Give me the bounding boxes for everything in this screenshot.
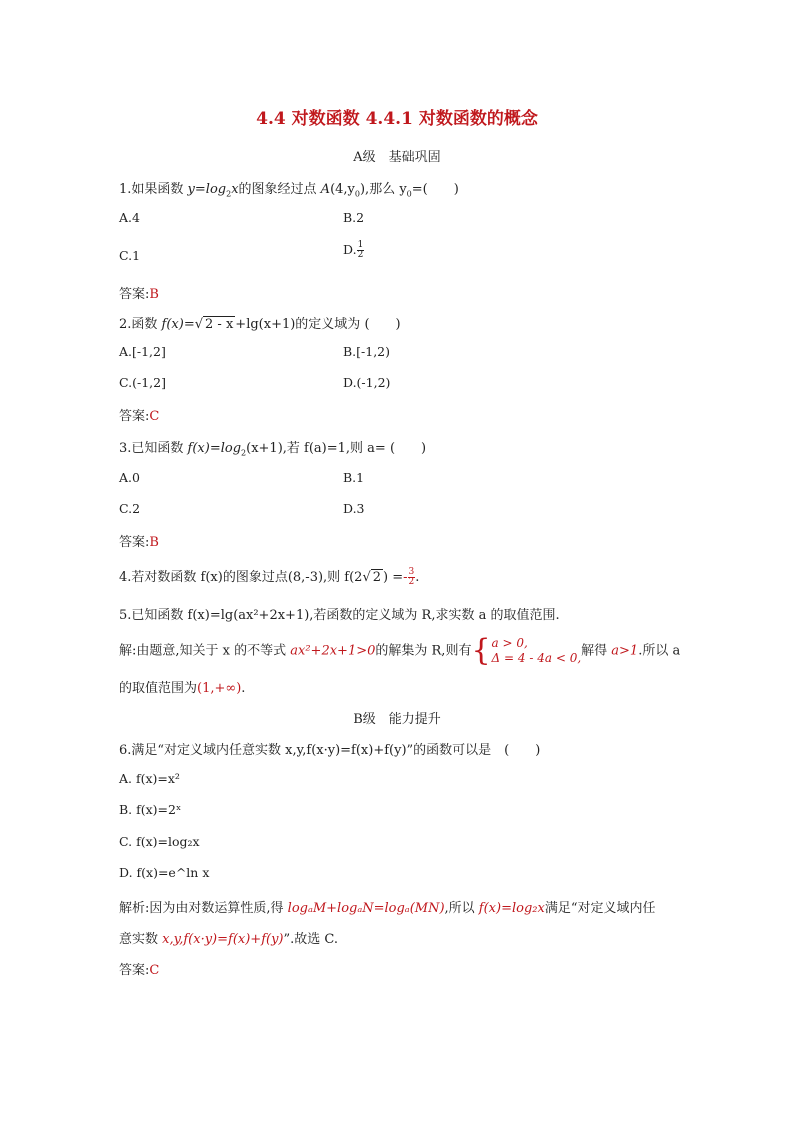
question-2: 2.函数 f(x)=√ 2 - x +lg(x+1)的定义域为 ( ) — [119, 317, 401, 332]
q6-option-a: A. f(x)=x² — [119, 771, 180, 786]
q3-option-d: D.3 — [343, 501, 365, 516]
q5-solution-line-1: 解:由题意,知关于 x 的不等式 ax²+2x+1>0的解集为 R,则有{ a > 0, Δ = 4 - 4a < 0, 解得 a>1.所以 a — [119, 633, 681, 668]
q3-option-b: B.1 — [343, 470, 365, 485]
q2-option-a: A.[-1,2] — [119, 344, 166, 359]
inequality-system: a > 0, Δ = 4 - 4a < 0, — [491, 636, 582, 665]
fraction: $\frac{1}{2}$ — [357, 240, 364, 260]
q6-answer: 答案:C — [119, 963, 160, 978]
q6-option-b: B. f(x)=2ˣ — [119, 802, 182, 817]
question-1: 1.如果函数 $y=\log_2x$的图象经过点 $A(4,y_0)$,那么 $y_0=$( ) — [119, 182, 459, 199]
q1-answer: 答案:B — [119, 287, 159, 302]
q3-option-c: C.2 — [119, 501, 141, 516]
q1-option-d: D. $\frac{1}{2}$ — [343, 240, 364, 260]
q6-analysis-line-2: 意实数 x,y,f(x·y)=f(x)+f(y)”.故选 C. — [119, 932, 339, 947]
q2-option-c: C.(-1,2] — [119, 375, 166, 390]
q1-option-b: B.2 — [343, 210, 365, 225]
q6-option-c: C. f(x)=log₂x — [119, 834, 200, 849]
q2-answer: 答案:C — [119, 409, 160, 424]
q2-option-d: D.(-1,2) — [343, 375, 391, 390]
q5-solution-line-2: 的取值范围为(1,+∞). — [119, 681, 246, 696]
q6-analysis-line-1: 解析:因为由对数运算性质,得 logₐM+logₐN=logₐ(MN),所以 f(x)=log₂x满足“对定义域内任 — [119, 901, 656, 916]
q2-option-b: B.[-1,2) — [343, 344, 391, 359]
question-6: 6.满足“对定义域内任意实数 x,y,f(x·y)=f(x)+f(y)”的函数可以是 ( ) — [119, 743, 541, 758]
q1-option-a: A.4 — [119, 210, 140, 225]
sqrt-sign: √ — [194, 317, 204, 332]
question-3: 3.已知函数 $f(x)=\log_2(x+1)$,若 f(a)=1,则 a= ( ) — [119, 441, 427, 458]
system-brace: { — [471, 633, 491, 668]
section-a-heading: A级 基础巩固 — [353, 150, 441, 165]
page-title: 4.4 对数函数 4.4.1 对数函数的概念 — [256, 109, 538, 129]
q6-option-d: D. f(x)=e^ln x — [119, 865, 210, 880]
q1-option-c: C.1 — [119, 248, 141, 263]
question-5: 5.已知函数 f(x)=lg(ax²+2x+1),若函数的定义域为 R,求实数 a 的取值范围. — [119, 608, 560, 623]
section-b-heading: B级 能力提升 — [353, 712, 441, 727]
q3-answer: 答案:B — [119, 535, 159, 550]
question-4: 4.若对数函数 f(x)的图象过点(8,-3),则 f(2√ 2 ) =- $\frac{3}{2}$ . — [119, 567, 420, 587]
q4-answer-fraction: $\frac{3}{2}$ — [408, 567, 415, 587]
sqrt-sign: √ — [362, 570, 371, 585]
q3-option-a: A.0 — [119, 470, 140, 485]
